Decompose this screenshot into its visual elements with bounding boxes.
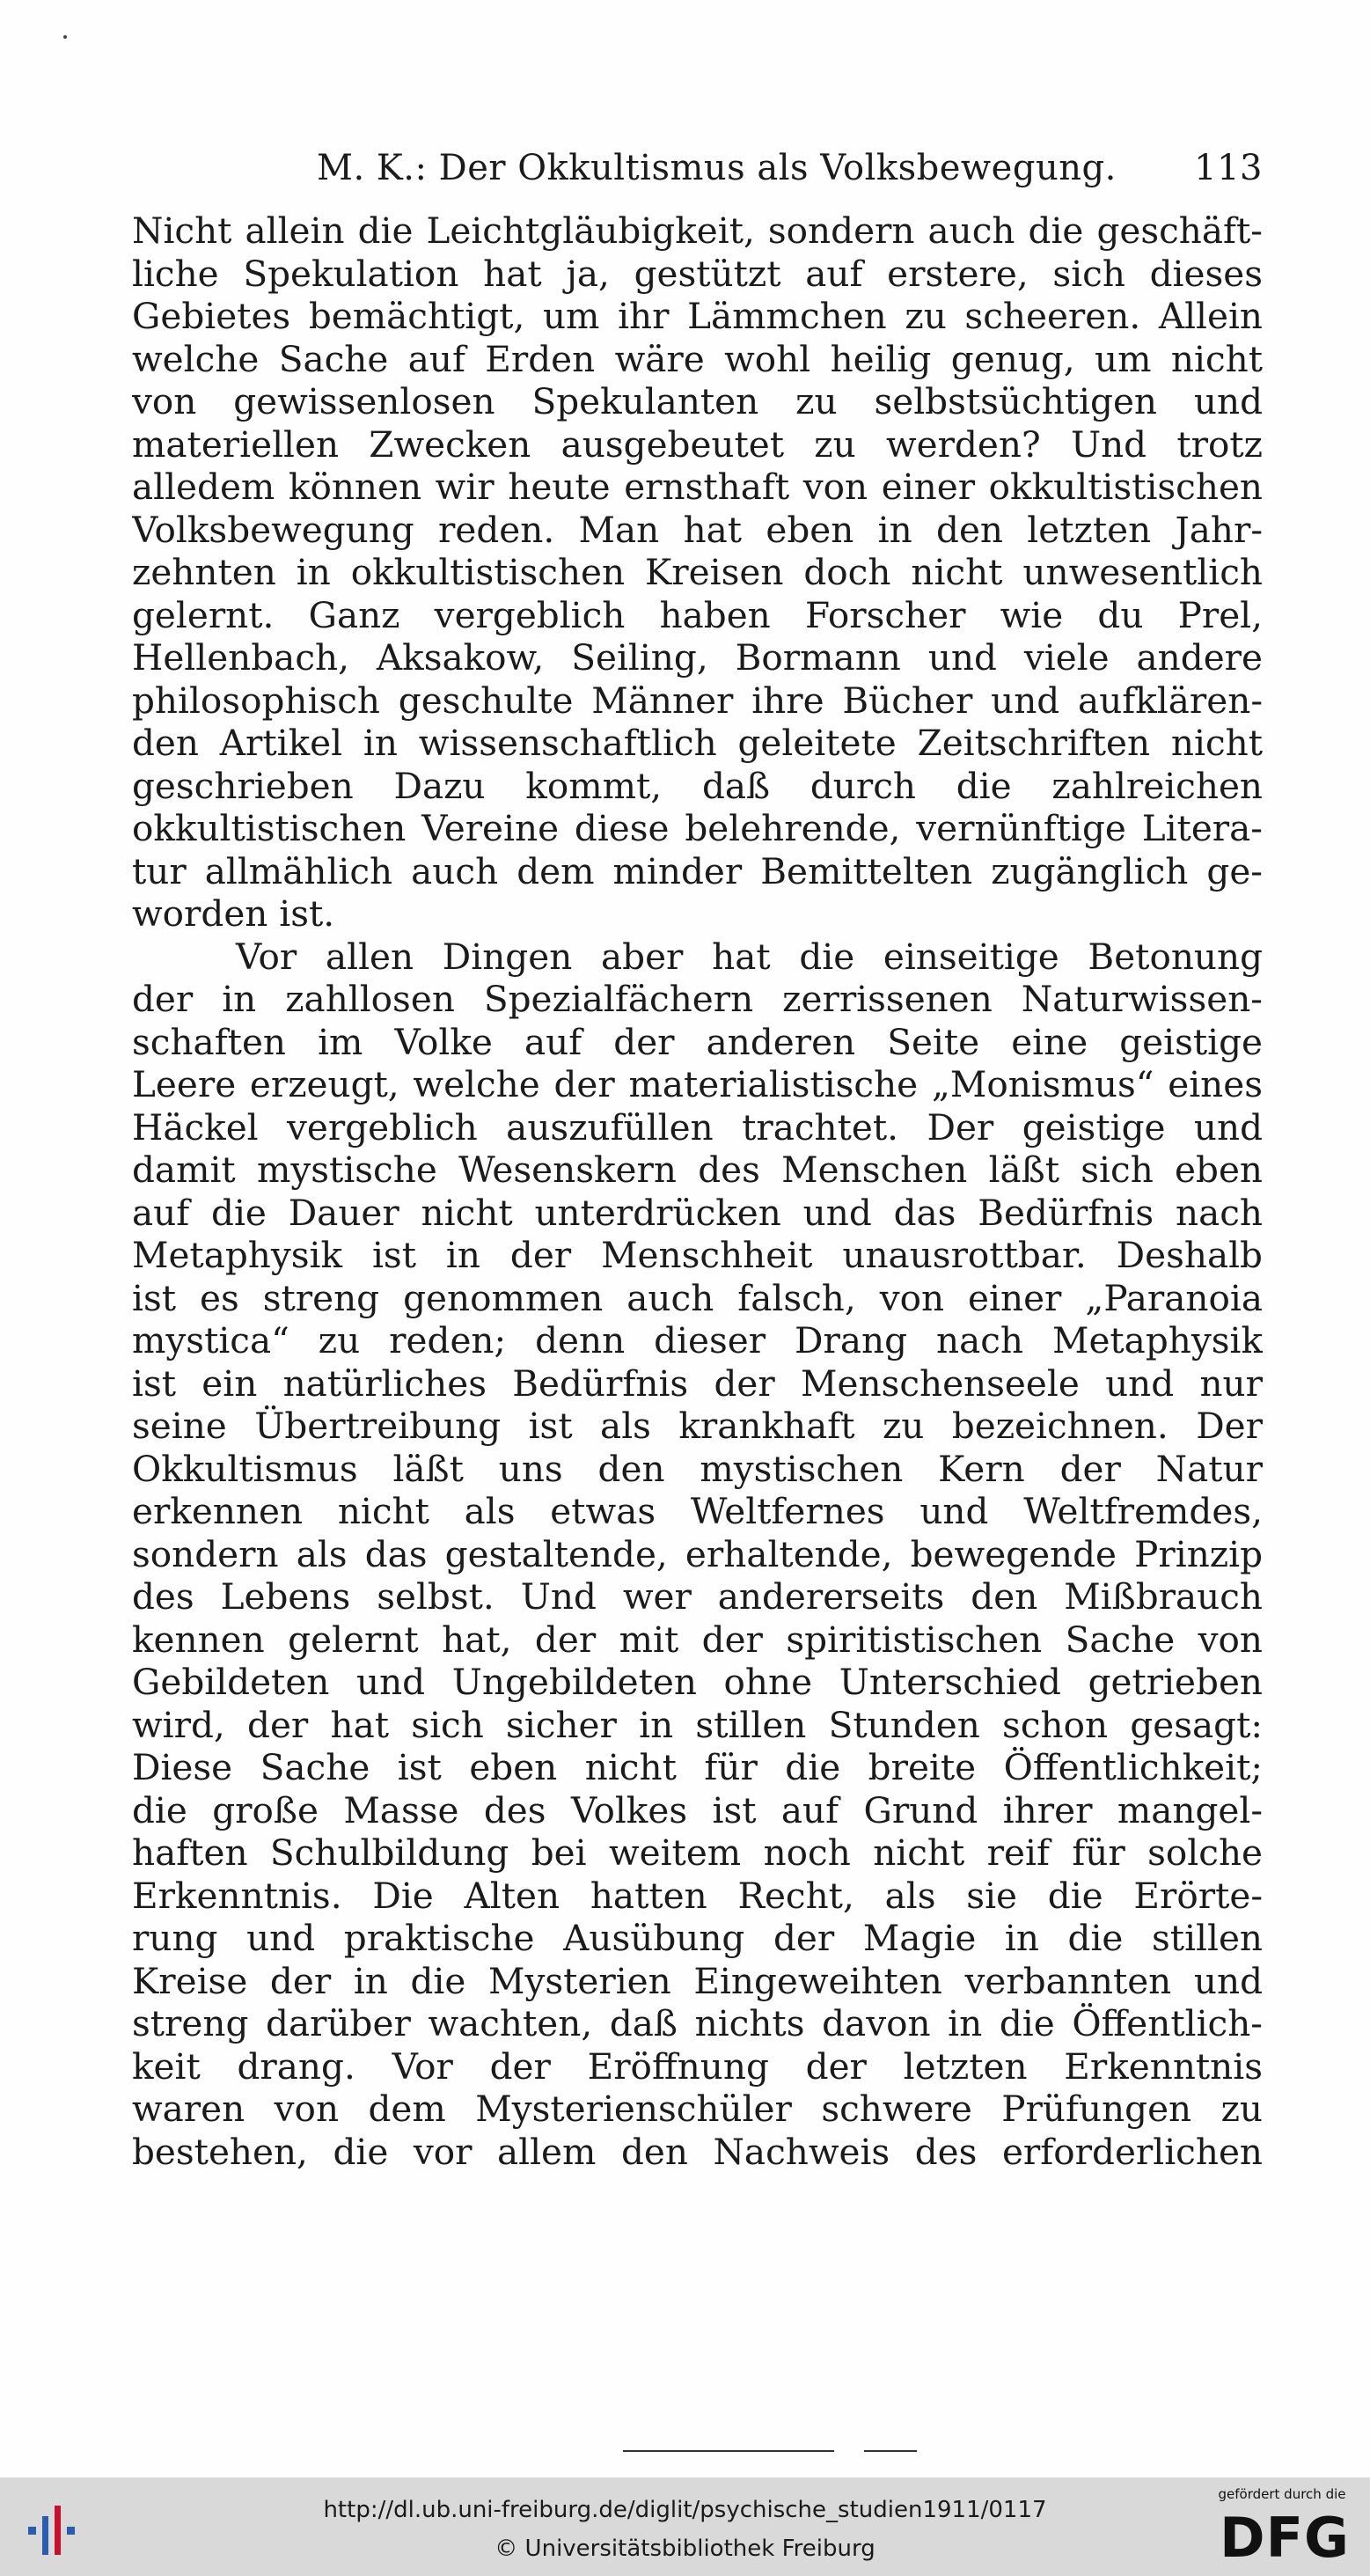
text-line: wird, der hat sich sicher in stillen Stunden schon gesagt: bbox=[132, 1703, 1263, 1746]
running-head bbox=[123, 148, 1263, 201]
text-line: ist ein natürliches Bedürfnis der Menschenseele und nur bbox=[132, 1361, 1263, 1405]
text-line: kennen gelernt hat, der mit der spiritistischen Sache von bbox=[132, 1618, 1263, 1661]
text-line: erkennen nicht als etwas Weltfernes und Weltfremdes, bbox=[132, 1490, 1263, 1532]
body-text bbox=[132, 209, 1263, 2173]
text-line: sondern als das gestaltende, erhaltende, bewegende Prinzip bbox=[132, 1532, 1263, 1575]
text-line: von gewissenlosen Spekulanten zu selbstsüchtigen und bbox=[132, 380, 1263, 422]
text-line: bestehen, die vor allem den Nachweis des erforderlichen bbox=[132, 2130, 1263, 2173]
page-number: 113 bbox=[1194, 148, 1263, 188]
text-line: der in zahllosen Spezialfächern zerrissenen Naturwissen- bbox=[132, 978, 1263, 1020]
text-line: Gebildeten und Ungebildeten ohne Unterschied getrieben bbox=[132, 1661, 1263, 1703]
text-line: okkultistischen Vereine diese belehrende, vernünftige Litera- bbox=[132, 807, 1263, 849]
text-line: rung und praktische Ausübung der Magie in die stillen bbox=[132, 1917, 1263, 1959]
text-line: keit drang. Vor der Eröffnung der letzten Erkenntnis bbox=[132, 2044, 1263, 2088]
running-title: M. K.: Der Okkultismus als Volksbewegung. bbox=[317, 148, 1117, 188]
text-line: waren von dem Mysterienschüler schwere Prüfungen zu bbox=[132, 2088, 1263, 2130]
text-line: damit mystische Wesenskern des Menschen läßt sich eben bbox=[132, 1149, 1263, 1191]
text-line: Volksbewegung reden. Man hat eben in den letzten Jahr- bbox=[132, 508, 1263, 551]
text-line: schaften im Volke auf der anderen Seite eine geistige bbox=[132, 1020, 1263, 1063]
text-line: haften Schulbildung bei weitem noch nicht reif für solche bbox=[132, 1831, 1263, 1874]
text-line: den Artikel in wissenschaftlich geleitete Zeitschriften nicht bbox=[132, 722, 1263, 764]
text-line: des Lebens selbst. Und wer andererseits den Mißbrauch bbox=[132, 1575, 1263, 1618]
text-line: materiellen Zwecken ausgebeutet zu werden? Und trotz bbox=[132, 422, 1263, 466]
text-line: Kreise der in die Mysterien Eingeweihten verbannten und bbox=[132, 1959, 1263, 2002]
text-line: Diese Sache ist eben nicht für die breite Öffentlichkeit; bbox=[132, 1746, 1263, 1788]
scan-speck bbox=[63, 35, 67, 39]
text-line: Gebietes bemächtigt, um ihr Lämmchen zu scheeren. Allein bbox=[132, 295, 1263, 337]
text-line: mystica“ zu reden; denn dieser Drang nach Metaphysik bbox=[132, 1319, 1263, 1361]
text-line: philosophisch geschulte Männer ihre Bücher und aufklären- bbox=[132, 679, 1263, 722]
text-line: Hellenbach, Aksakow, Seiling, Bormann und viele andere bbox=[132, 636, 1263, 679]
text-line: liche Spekulation hat ja, gestützt auf erstere, sich dieses bbox=[132, 252, 1263, 295]
dfg-mark: DFG bbox=[1220, 2506, 1350, 2570]
footer-rule bbox=[623, 2450, 834, 2452]
copyright-notice: © Universitätsbibliothek Freiburg bbox=[495, 2536, 875, 2562]
text-line: worden ist. bbox=[132, 892, 335, 935]
text-line: gelernt. Ganz vergeblich haben Forscher wie du Prel, bbox=[132, 593, 1263, 636]
text-line: seine Übertreibung ist als krankhaft zu bezeichnen. Der bbox=[132, 1405, 1263, 1447]
text-line: Okkultismus läßt uns den mystischen Kern der Natur bbox=[132, 1447, 1263, 1490]
text-line: zehnten in okkultistischen Kreisen doch nicht unwesentlich bbox=[132, 551, 1263, 593]
dfg-caption: gefördert durch die bbox=[1218, 2486, 1346, 2502]
footer-rule-short bbox=[864, 2450, 917, 2452]
text-line: geschrieben Dazu kommt, daß durch die zahlreichen bbox=[132, 764, 1263, 807]
dfg-logo bbox=[1207, 2486, 1357, 2571]
viewer-footer bbox=[0, 2477, 1370, 2576]
text-line: Häckel vergeblich auszufüllen trachtet. Der geistige und bbox=[132, 1105, 1263, 1149]
source-url[interactable]: http://dl.ub.uni-freiburg.de/diglit/psychische_studien1911/0117 bbox=[323, 2497, 1047, 2523]
text-line: alledem können wir heute ernsthaft von einer okkultistischen bbox=[132, 466, 1263, 508]
text-line: die große Masse des Volkes ist auf Grund ihrer mangel- bbox=[132, 1788, 1263, 1831]
text-line: Vor allen Dingen aber hat die einseitige Betonung bbox=[236, 935, 1263, 978]
text-line: ist es streng genommen auch falsch, von einer „Paranoia bbox=[132, 1276, 1263, 1319]
text-line: streng darüber wachten, daß nichts davon in die Öffentlich- bbox=[132, 2002, 1263, 2044]
text-line: Metaphysik ist in der Menschheit unausrottbar. Deshalb bbox=[132, 1234, 1263, 1276]
text-line: Leere erzeugt, welche der materialistische „Monismus“ eines bbox=[132, 1063, 1263, 1105]
text-line: tur allmählich auch dem minder Bemittelten zugänglich ge- bbox=[132, 849, 1263, 892]
text-line: welche Sache auf Erden wäre wohl heilig genug, um nicht bbox=[132, 337, 1263, 380]
text-line: Nicht allein die Leichtgläubigkeit, sondern auch die geschäft- bbox=[132, 209, 1263, 252]
text-line: auf die Dauer nicht unterdrücken und das Bedürfnis nach bbox=[132, 1191, 1263, 1234]
text-line: Erkenntnis. Die Alten hatten Recht, als sie die Erörte- bbox=[132, 1874, 1263, 1917]
